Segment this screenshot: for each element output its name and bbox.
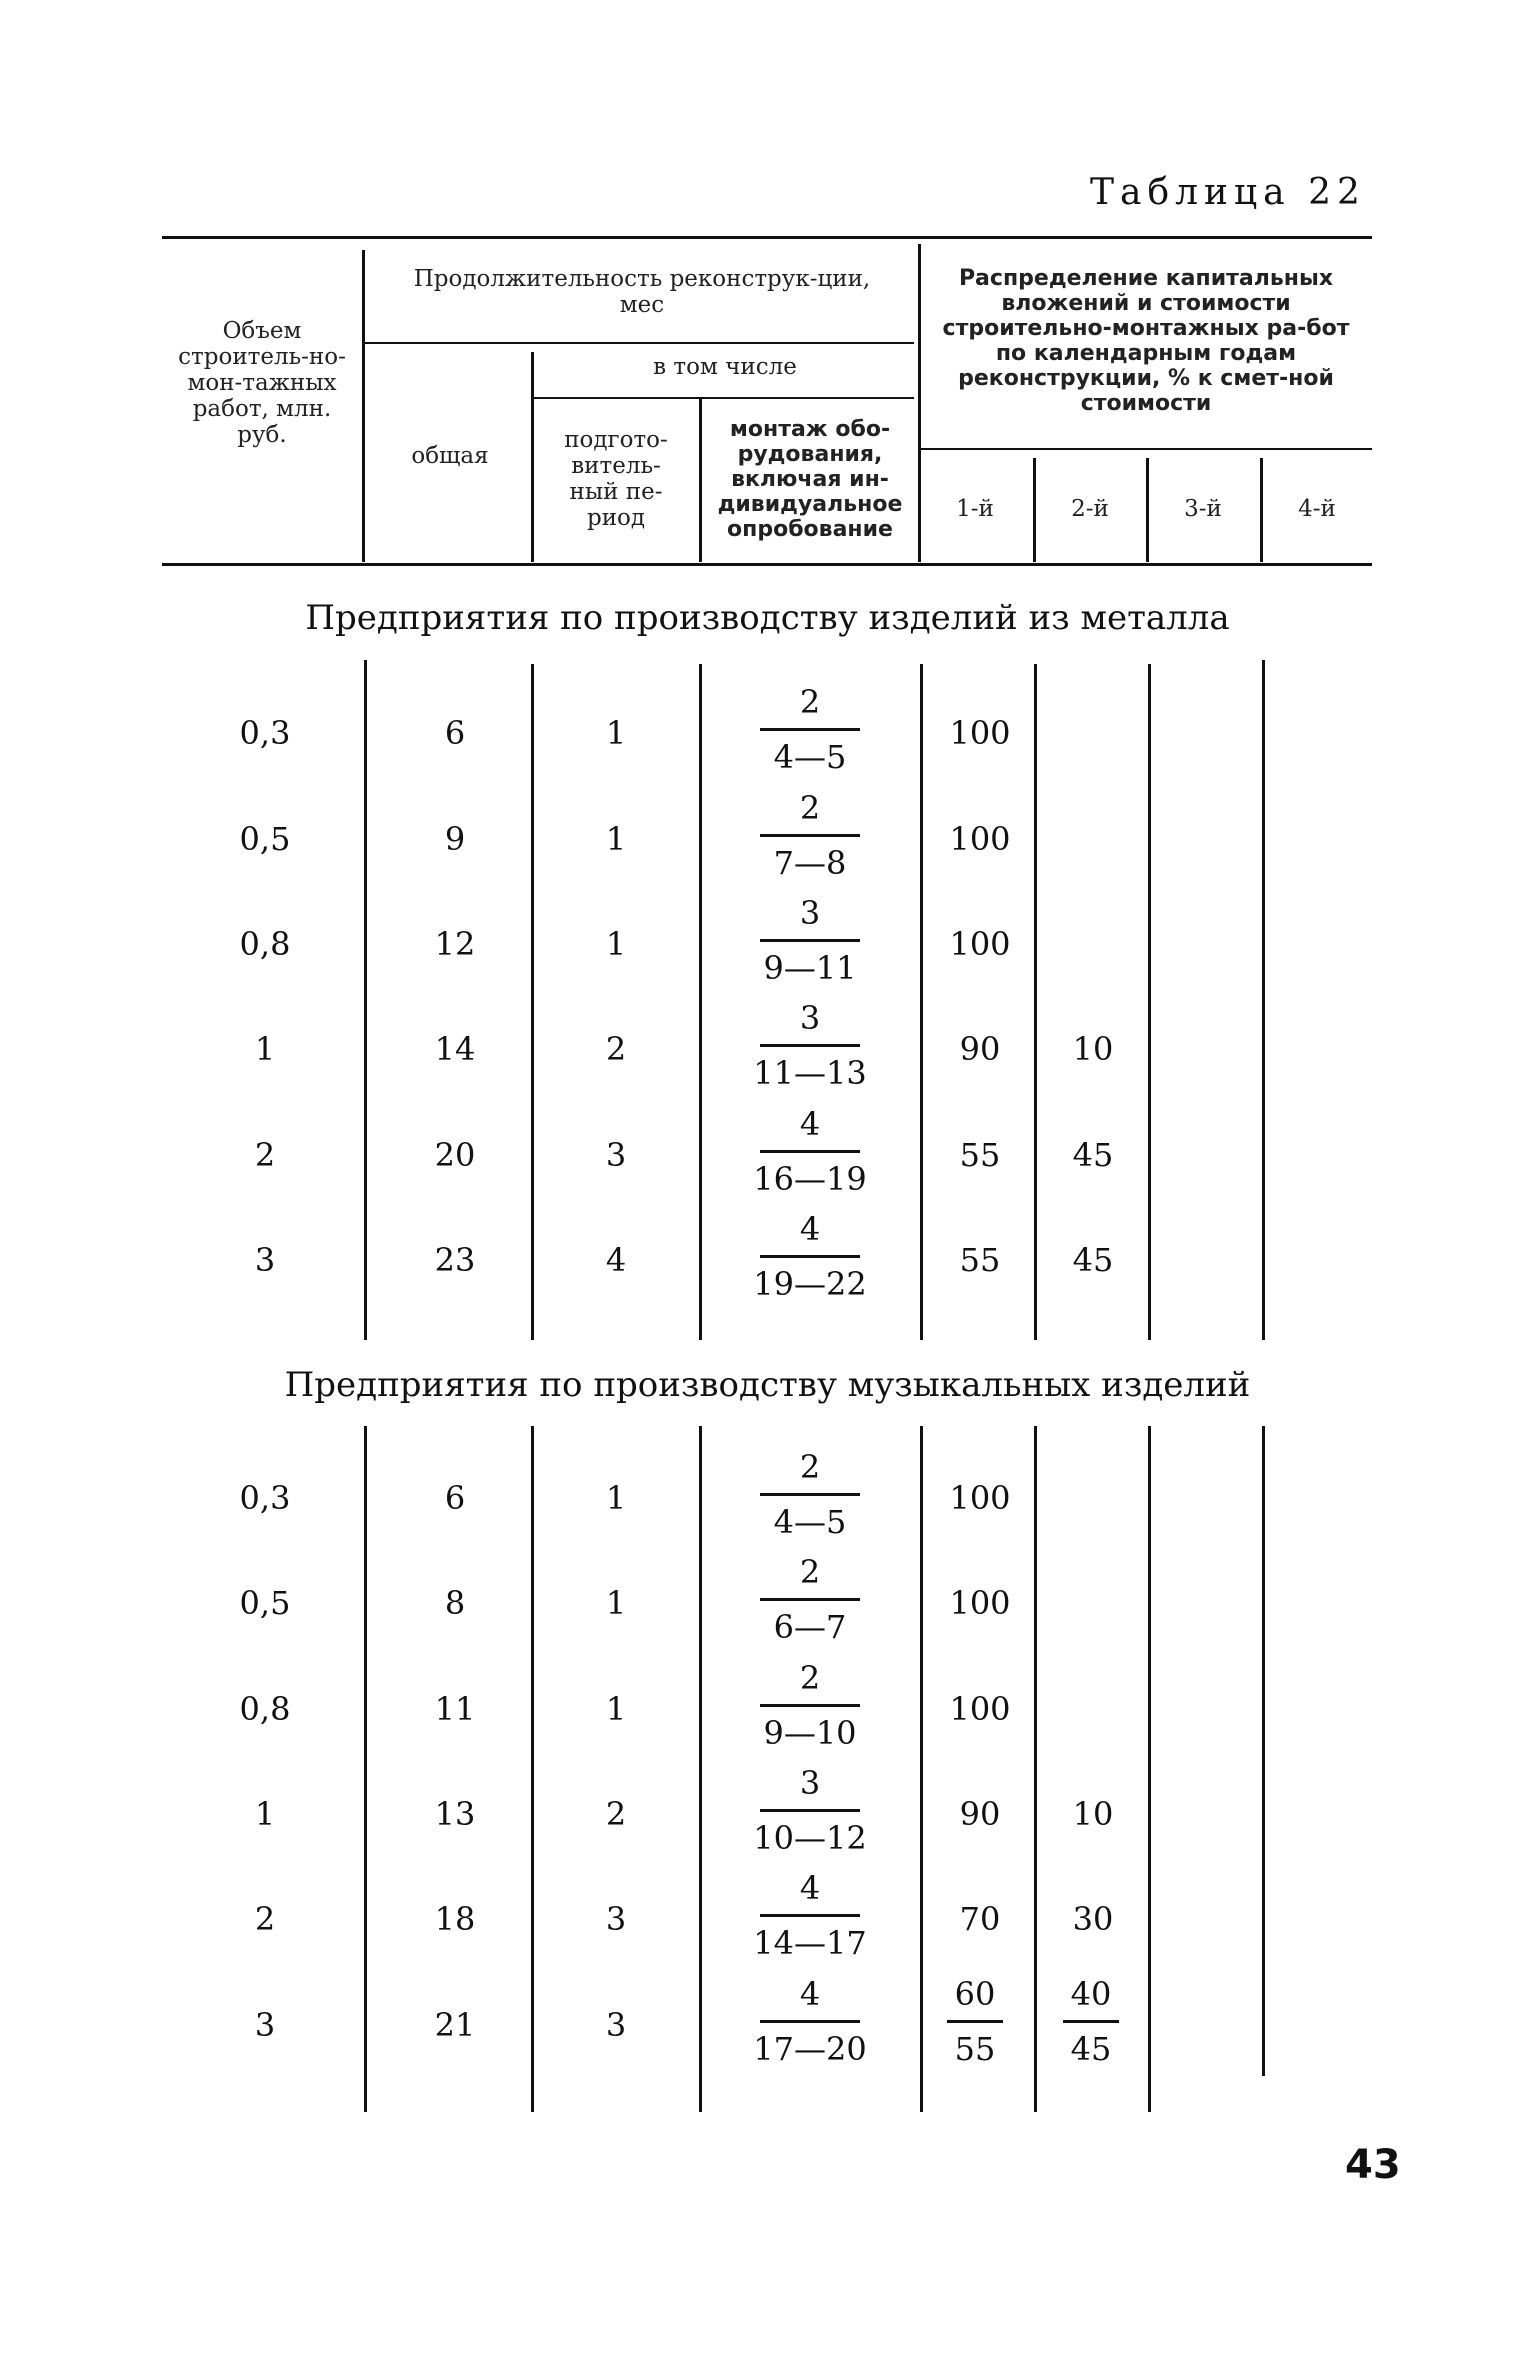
section-2-vline	[699, 1426, 702, 2112]
cell-prep: 1	[605, 820, 627, 858]
header-bottom-rule	[162, 563, 1372, 566]
header-vline-5	[1033, 458, 1036, 562]
cell-installation	[745, 1104, 875, 1199]
fraction-bar	[760, 1493, 860, 1496]
cell-prep: 1	[605, 1479, 627, 1517]
fraction-bar	[947, 2020, 1003, 2023]
section-title: Предприятия по производству изделий из металла	[305, 598, 1230, 638]
fraction-bar	[1063, 2020, 1119, 2023]
cell-year-1: 100	[949, 714, 1011, 752]
section-1-vline	[699, 664, 702, 1340]
fraction-numerator: 2	[799, 1659, 821, 1697]
header-preparatory: подгото-витель-ный пе-риод	[564, 427, 668, 531]
page-number: 43	[1345, 2142, 1401, 2188]
cell-installation	[745, 893, 875, 988]
cell-prep: 2	[605, 1030, 627, 1068]
cell-total: 13	[434, 1795, 476, 1833]
fraction-denominator: 7—8	[773, 844, 847, 882]
fraction-numerator: 4	[799, 1975, 821, 2013]
cell-prep: 4	[605, 1241, 627, 1279]
cell-installation	[745, 1209, 875, 1304]
section-2-vline	[364, 1426, 367, 2112]
cell-year-1: 100	[949, 925, 1011, 963]
cell-total: 18	[434, 1900, 476, 1938]
cell-total: 21	[434, 2006, 476, 2044]
fraction-numerator: 3	[799, 894, 821, 932]
header-vline-4	[918, 244, 921, 562]
cell-total: 8	[444, 1584, 466, 1622]
fraction-bar	[760, 1044, 860, 1047]
cell-volume: 2	[254, 1136, 276, 1174]
fraction-bar	[760, 834, 860, 837]
fraction-denominator: 16—19	[753, 1160, 867, 1198]
cell-year-2: 10	[1072, 1795, 1114, 1833]
cell-year-1: 55	[959, 1241, 1001, 1279]
fraction-denominator: 4—5	[773, 738, 847, 776]
duration-subrule	[364, 342, 914, 344]
fraction-bar	[760, 1598, 860, 1601]
cell-year-1	[930, 1974, 1020, 2069]
section-1-vline	[364, 660, 367, 1340]
header-total: общая	[411, 443, 489, 469]
cell-year-1: 100	[949, 1690, 1011, 1728]
header-including: в том числе	[653, 354, 797, 380]
cell-year-1: 70	[959, 1900, 1001, 1938]
header-vline-1	[362, 250, 365, 562]
cell-volume: 3	[254, 1241, 276, 1279]
fraction-denominator: 10—12	[753, 1819, 867, 1857]
fraction-numerator: 2	[799, 1448, 821, 1486]
cell-installation	[745, 788, 875, 883]
fraction-numerator: 3	[799, 999, 821, 1037]
section-1-vline	[531, 664, 534, 1340]
cell-prep: 2	[605, 1795, 627, 1833]
fraction-denominator: 9—11	[763, 949, 857, 987]
fraction-numerator: 60	[954, 1975, 996, 2013]
header-vline-2	[531, 352, 534, 562]
fraction-bar	[760, 1255, 860, 1258]
cell-total: 6	[444, 714, 466, 752]
cell-installation	[745, 682, 875, 777]
cell-total: 14	[434, 1030, 476, 1068]
section-2-vline	[1034, 1426, 1037, 2112]
cell-year-2: 10	[1072, 1030, 1114, 1068]
cell-year-1: 100	[949, 1479, 1011, 1517]
header-vline-7	[1260, 458, 1263, 562]
header-year-4: 4-й	[1298, 496, 1336, 522]
cell-total: 9	[444, 820, 466, 858]
cell-volume: 1	[254, 1795, 276, 1833]
fraction-numerator: 4	[799, 1210, 821, 1248]
table-title: Таблица 22	[1090, 172, 1366, 213]
fraction-numerator: 2	[799, 1553, 821, 1591]
fraction-denominator: 6—7	[773, 1608, 847, 1646]
cell-installation	[745, 1974, 875, 2069]
fraction-denominator: 11—13	[753, 1054, 867, 1092]
cell-volume: 0,8	[239, 1690, 291, 1728]
cell-prep: 1	[605, 925, 627, 963]
including-subrule	[533, 397, 914, 399]
fraction-bar	[760, 1809, 860, 1812]
header-installation: монтаж обо-рудования, включая ин-дивидуальное опробование	[717, 417, 903, 542]
cell-volume: 0,8	[239, 925, 291, 963]
fraction-denominator: 14—17	[753, 1924, 867, 1962]
section-2-vline	[920, 1426, 923, 2112]
section-1-vline	[1034, 664, 1037, 1340]
cell-year-2: 45	[1072, 1241, 1114, 1279]
fraction-numerator: 4	[799, 1105, 821, 1143]
cell-total: 6	[444, 1479, 466, 1517]
header-vline-3	[699, 398, 702, 562]
fraction-bar	[760, 1914, 860, 1917]
cell-year-1: 100	[949, 820, 1011, 858]
cell-total: 11	[434, 1690, 476, 1728]
cell-volume: 2	[254, 1900, 276, 1938]
cell-prep: 3	[605, 1136, 627, 1174]
cell-prep: 1	[605, 1584, 627, 1622]
fraction-denominator: 45	[1070, 2030, 1112, 2068]
fraction-denominator: 17—20	[753, 2030, 867, 2068]
cell-installation	[745, 1868, 875, 1963]
section-2-vline	[1262, 1426, 1265, 2076]
cell-volume: 0,3	[239, 1479, 291, 1517]
header-volume: Объем строитель-но-мон-тажных работ, млн. руб.	[178, 318, 346, 448]
cell-volume: 0,5	[239, 820, 291, 858]
fraction-denominator: 55	[954, 2030, 996, 2068]
fraction-bar	[760, 1704, 860, 1707]
header-year-3: 3-й	[1184, 496, 1222, 522]
cell-volume: 0,5	[239, 1584, 291, 1622]
cell-year-1: 90	[959, 1030, 1001, 1068]
cell-installation	[745, 998, 875, 1093]
cell-year-2: 45	[1072, 1136, 1114, 1174]
cell-year-1: 100	[949, 1584, 1011, 1622]
cell-volume: 1	[254, 1030, 276, 1068]
fraction-denominator: 19—22	[753, 1265, 867, 1303]
fraction-denominator: 9—10	[763, 1714, 857, 1752]
cell-year-2: 30	[1072, 1900, 1114, 1938]
cell-total: 12	[434, 925, 476, 963]
fraction-bar	[760, 1150, 860, 1153]
fraction-numerator: 4	[799, 1869, 821, 1907]
section-1-vline	[920, 664, 923, 1340]
cell-total: 20	[434, 1136, 476, 1174]
cell-installation	[745, 1763, 875, 1858]
fraction-bar	[760, 2020, 860, 2023]
cell-year-1: 90	[959, 1795, 1001, 1833]
header-duration: Продолжительность реконструк-ции, мес	[413, 266, 871, 318]
fraction-numerator: 40	[1070, 1975, 1112, 2013]
section-title: Предприятия по производству музыкальных изделий	[284, 1365, 1251, 1405]
section-1-vline	[1148, 664, 1151, 1340]
cell-year-1: 55	[959, 1136, 1001, 1174]
cell-prep: 3	[605, 2006, 627, 2044]
cell-installation	[745, 1447, 875, 1542]
cell-installation	[745, 1658, 875, 1753]
header-vline-6	[1146, 458, 1149, 562]
cell-prep: 1	[605, 1690, 627, 1728]
cell-total: 23	[434, 1241, 476, 1279]
header-distribution: Распределение капитальных вложений и стоимости строительно-монтажных ра-бот по календарным годам реконструкции, % к смет-ной стоимости	[942, 266, 1350, 416]
fraction-denominator: 4—5	[773, 1503, 847, 1541]
header-year-1: 1-й	[956, 496, 994, 522]
section-2-vline	[1148, 1426, 1151, 2112]
fraction-bar	[760, 939, 860, 942]
cell-installation	[745, 1552, 875, 1647]
fraction-numerator: 2	[799, 789, 821, 827]
section-1-vline	[1262, 660, 1265, 1340]
header-year-2: 2-й	[1071, 496, 1109, 522]
cell-prep: 1	[605, 714, 627, 752]
fraction-numerator: 2	[799, 683, 821, 721]
distribution-subrule	[920, 448, 1372, 450]
header-top-rule	[162, 236, 1372, 239]
cell-year-2	[1046, 1974, 1136, 2069]
cell-prep: 3	[605, 1900, 627, 1938]
section-2-vline	[531, 1426, 534, 2112]
cell-volume: 3	[254, 2006, 276, 2044]
fraction-numerator: 3	[799, 1764, 821, 1802]
cell-volume: 0,3	[239, 714, 291, 752]
fraction-bar	[760, 728, 860, 731]
